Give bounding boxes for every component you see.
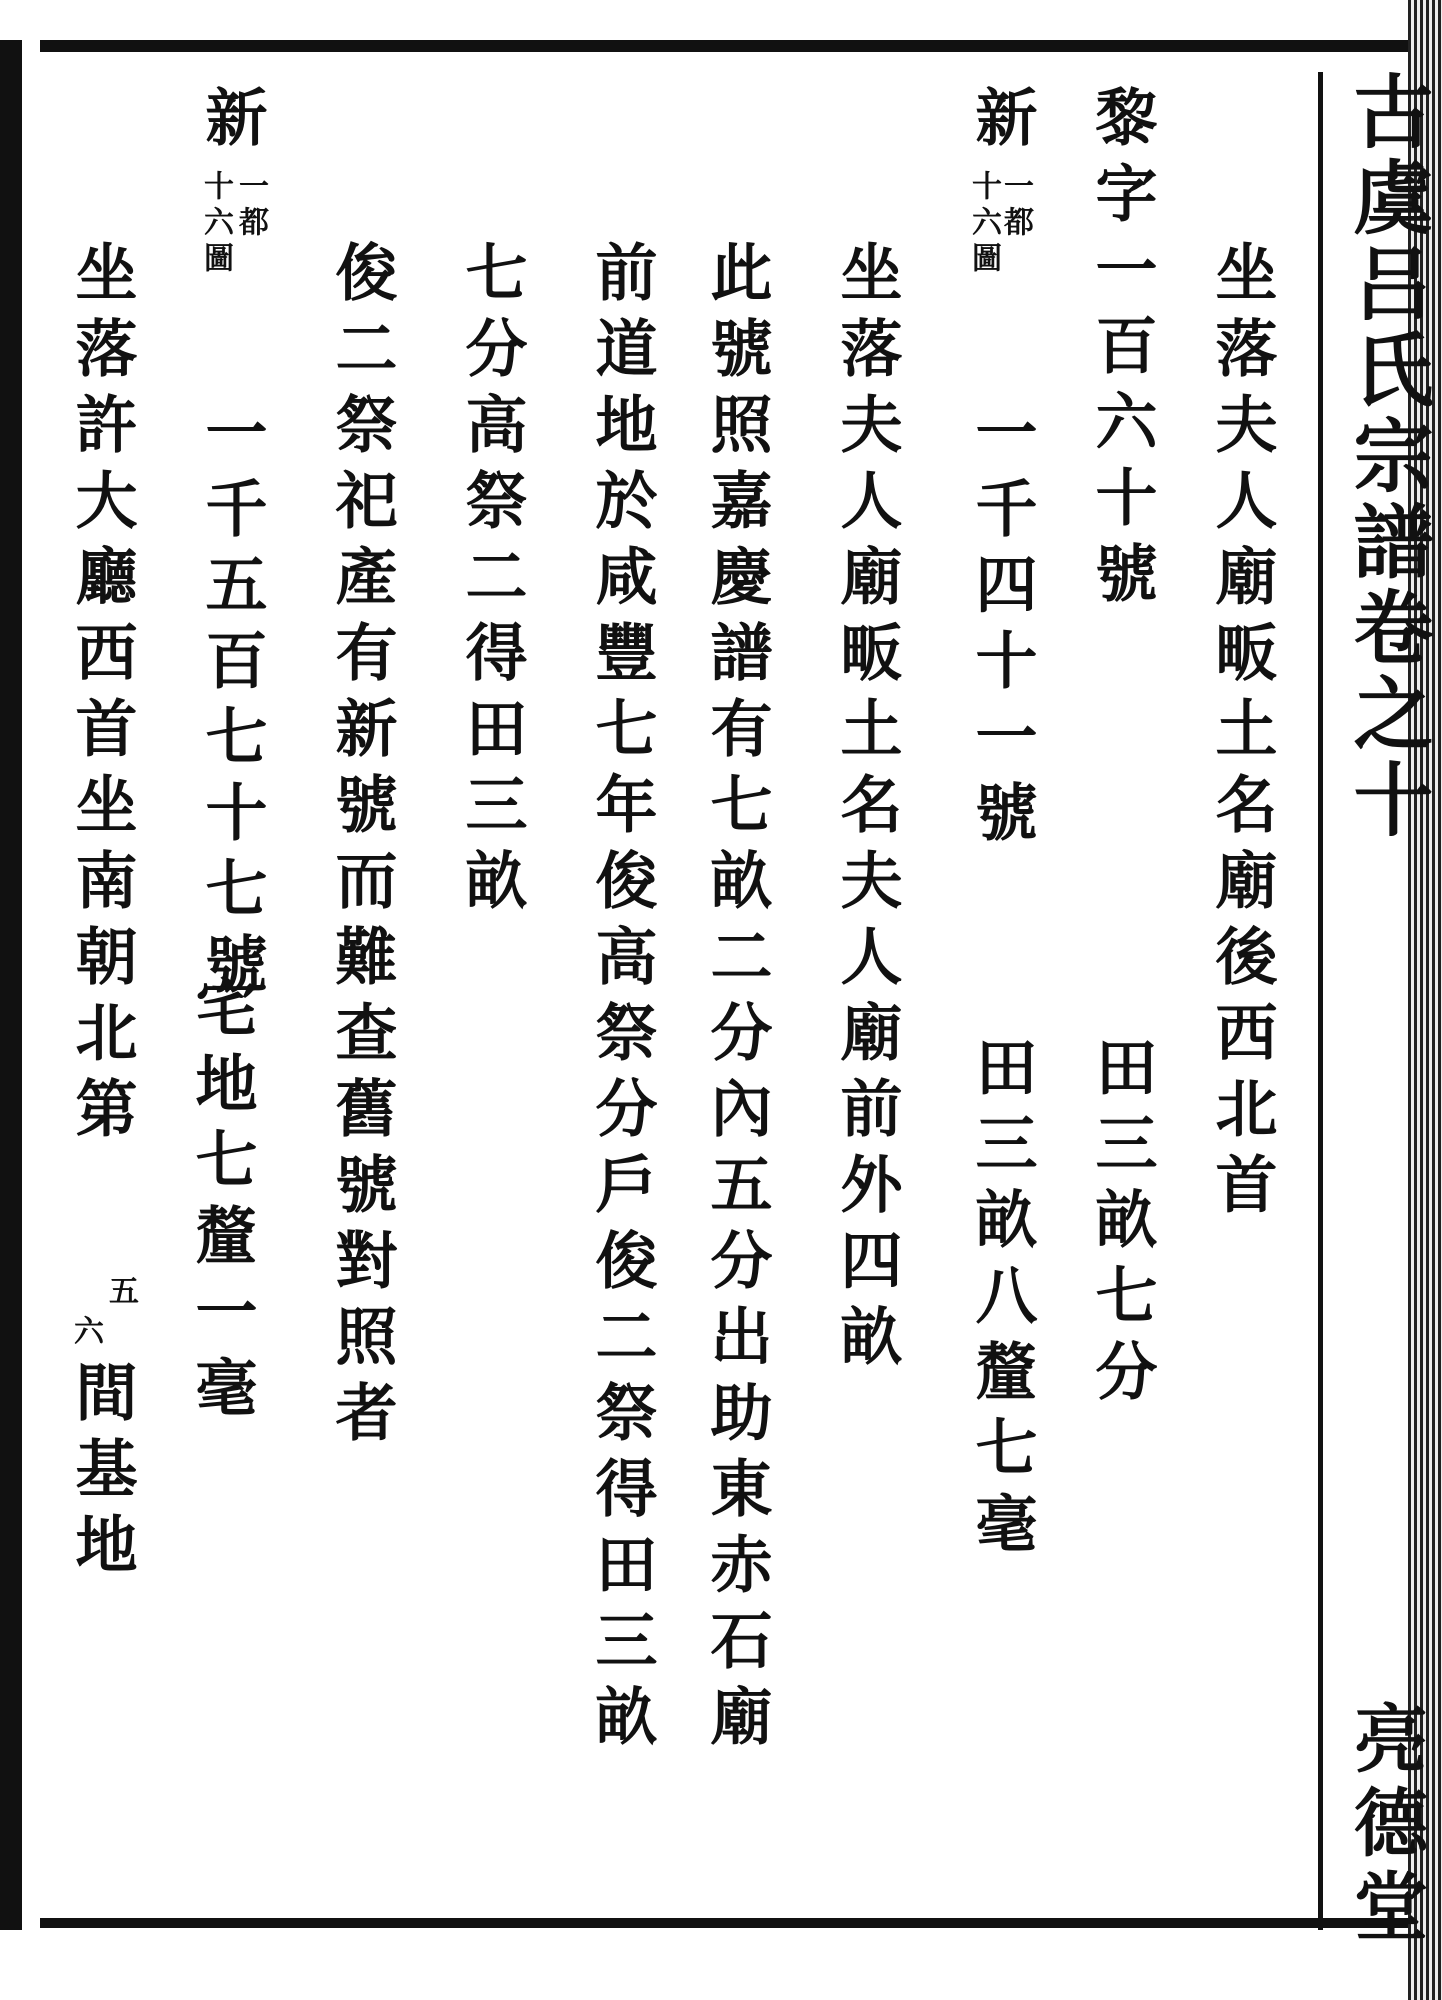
book-title: 古虞吕氏宗譜卷之十 [1340,70,1434,844]
column-3-number: 一千四十一號 [965,400,1038,856]
column-9-small-right: 一都 [233,170,268,242]
margin-rule [1318,72,1323,1930]
column-8: 俊二祭祀產有新號而難查舊號對照者 [325,240,398,1456]
column-7: 七分高祭二得田三畝 [455,240,528,924]
hall-name: 亮德堂 [1342,1700,1428,1952]
column-3-small-right: 一都 [998,170,1033,242]
column-9-small-left: 十六圖 [198,170,233,278]
column-3-new: 新 [965,85,1038,161]
left-border [0,40,22,1930]
column-5: 此號照嘉慶譜有七畝二分內五分出助東赤石廟 [700,240,773,1760]
column-10-lower: 間基地 [65,1360,138,1588]
top-border [40,40,1412,52]
column-3-small-left: 十六圖 [966,170,1001,278]
column-9-new: 新 [195,85,268,161]
column-9-lower: 宅地七釐一毫 [185,975,258,1431]
column-10-small-right: 五 [103,1275,138,1311]
column-2: 黎字一百六十號 [1085,85,1158,617]
column-4: 坐落夫人廟畈土名夫人廟前外四畝 [830,240,903,1380]
column-3-lower: 田三畝八釐七毫 [965,1035,1038,1567]
column-1: 坐落夫人廟畈土名廟後西北首 [1205,240,1278,1228]
column-10: 坐落許大廳西首坐南朝北第 [65,240,138,1152]
column-10-small-left: 六 [68,1315,103,1351]
column-6: 前道地於咸豐七年俊高祭分戶俊二祭得田三畝 [585,240,658,1760]
bottom-border [40,1918,1412,1928]
column-9-number: 一千五百七十七號 [195,400,268,1008]
column-1-lower: 田三畝七分 [1085,1035,1158,1415]
